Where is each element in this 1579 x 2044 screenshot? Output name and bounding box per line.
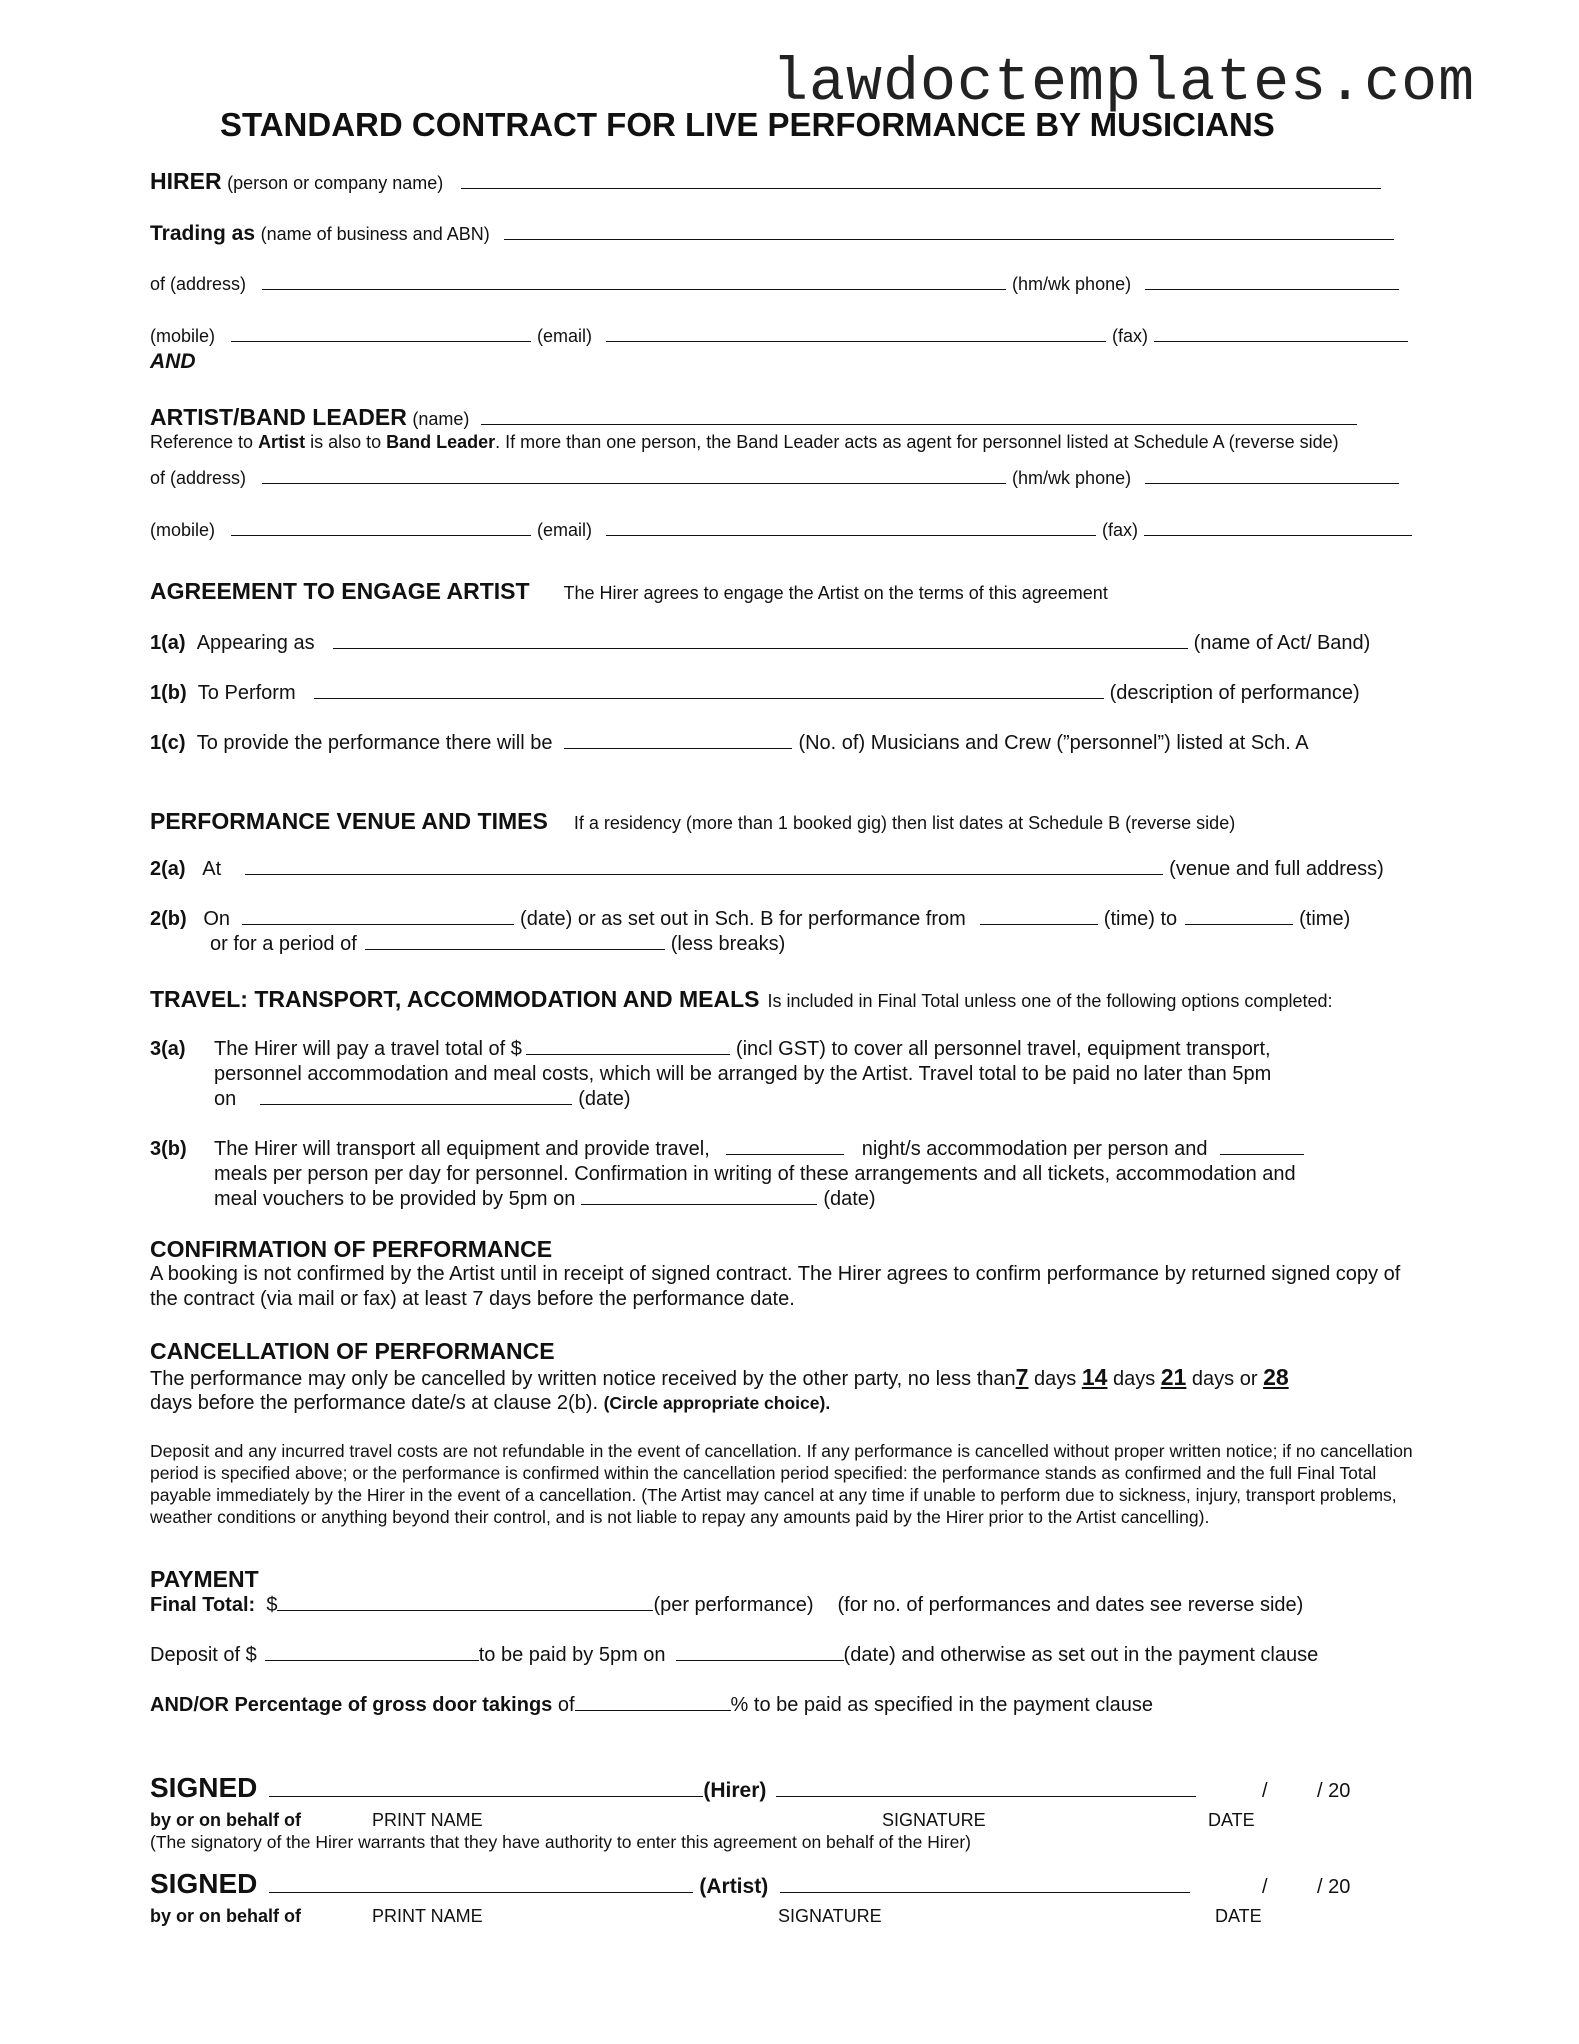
artist-fax-label: (fax) (1102, 520, 1139, 540)
cancellation-line1: The performance may only be cancelled by written notice received by the other party, no less than 7 days 14 days 21 days or 28 (150, 1364, 1289, 1390)
hirer-mobile-label: (mobile) (150, 326, 216, 346)
payment-heading: PAYMENT (150, 1566, 259, 1592)
cancellation-line2: days before the performance date/s at clause 2(b). (Circle appropriate choice). (150, 1392, 831, 1414)
artist-address-row (150, 468, 1405, 489)
artist-behalf-label: by or on behalf of (150, 1906, 301, 1926)
deposit-row: Deposit of $ to be paid by 5pm on (date) and otherwise as set out in the payment clause (150, 1644, 1319, 1666)
start-time-field[interactable] (980, 923, 1098, 925)
hirer-fax-field[interactable] (1154, 340, 1408, 342)
deposit-date-field[interactable] (676, 1659, 844, 1661)
personnel-count-field[interactable] (564, 747, 792, 749)
period-field[interactable] (365, 948, 665, 950)
clause-3a-line2: personnel accommodation and meal costs, which will be arranged by the Artist. Travel total to be paid no later than 5pm (214, 1063, 1272, 1085)
end-time-field[interactable] (1185, 923, 1293, 925)
artist-phone-field[interactable] (1145, 482, 1399, 484)
artist-signature-label: SIGNATURE (778, 1906, 882, 1926)
deposit-field[interactable] (265, 1659, 479, 1661)
hirer-address-label: of (address) (150, 274, 247, 294)
hirer-address-row (150, 274, 1405, 295)
travel-heading-row (150, 986, 1332, 1013)
clause-3a-line3: on (date) (214, 1088, 631, 1110)
artist-address-field[interactable] (262, 482, 1006, 484)
travel-pay-date-field[interactable] (260, 1103, 572, 1105)
artist-reference-note: Reference to Artist is also to Band Leader. If more than one person, the Band Leader acts as agent for personnel listed at Schedule A (reverse side) (150, 432, 1339, 452)
confirmation-text: A booking is not confirmed by the Artist until in receipt of signed contract. The Hirer agrees to confirm performance by returned signed copy of the contract (via mail or fax) at least 7 days before the performance date. (150, 1263, 1401, 1310)
artist-fax-field[interactable] (1144, 534, 1412, 536)
clause-1b: 1(b) To Perform (description of performance) (150, 682, 1360, 704)
hirer-fax-label: (fax) (1112, 326, 1149, 346)
clause-3a-num: 3(a) (150, 1038, 186, 1060)
trading-row (150, 222, 1400, 246)
final-total-row: Final Total: $ (per performance) (for no. of performances and dates see reverse side) (150, 1594, 1304, 1616)
clause-1a: 1(a) Appearing as (name of Act/ Band) (150, 632, 1371, 654)
venue-note: If a residency (more than 1 booked gig) then list dates at Schedule B (reverse side) (573, 813, 1236, 833)
hirer-email-field[interactable] (606, 340, 1106, 342)
hirer-phone-field[interactable] (1145, 288, 1399, 290)
travel-total-field[interactable] (526, 1053, 730, 1055)
and-label: AND (150, 350, 196, 373)
artist-label-note: (name) (412, 409, 470, 429)
trading-field[interactable] (504, 238, 1394, 240)
hirer-phone-label: (hm/wk phone) (1012, 274, 1132, 294)
option-28-days[interactable]: 28 (1263, 1364, 1289, 1390)
artist-date-slash: / (1262, 1876, 1268, 1898)
performance-date-field[interactable] (242, 923, 514, 925)
artist-phone-label: (hm/wk phone) (1012, 468, 1132, 488)
trading-label: Trading as (150, 222, 256, 245)
hirer-name-row (150, 168, 1387, 195)
hirer-address-field[interactable] (262, 288, 1006, 290)
trading-note: (name of business and ABN) (260, 224, 490, 244)
hirer-mobile-field[interactable] (231, 340, 531, 342)
clause-2b: 2(b) On (date) or as set out in Sch. B for performance from (time) to (time) (150, 908, 1351, 930)
hirer-contact-row (150, 326, 1414, 347)
artist-email-field[interactable] (606, 534, 1096, 536)
performance-description-field[interactable] (314, 697, 1104, 699)
option-21-days[interactable]: 21 (1160, 1364, 1187, 1390)
percentage-field[interactable] (575, 1709, 731, 1711)
hirer-date-slash: / (1262, 1780, 1268, 1802)
act-name-field[interactable] (333, 647, 1188, 649)
agreement-heading-row (150, 578, 1108, 605)
artist-signature-field[interactable] (780, 1891, 1190, 1893)
artist-contact-row (150, 520, 1418, 541)
artist-date-label: DATE (1215, 1906, 1262, 1926)
hirer-behalf-label: by or on behalf of (150, 1810, 301, 1830)
agreement-heading: AGREEMENT TO ENGAGE ARTIST (150, 578, 530, 604)
artist-mobile-field[interactable] (231, 534, 531, 536)
circle-note: (Circle appropriate choice). (603, 1393, 831, 1413)
hirer-name-field[interactable] (461, 187, 1381, 189)
clause-2b-period: or for a period of (less breaks) (210, 933, 786, 955)
hirer-signature-field[interactable] (776, 1795, 1196, 1797)
venue-field[interactable] (245, 873, 1163, 875)
venue-heading-row (150, 808, 1235, 835)
agreement-note: The Hirer agrees to engage the Artist on the terms of this agreement (563, 583, 1108, 603)
artist-print-name-field[interactable] (269, 1891, 693, 1893)
hirer-email-label: (email) (537, 326, 593, 346)
artist-label: ARTIST/BAND LEADER (150, 404, 407, 430)
nights-field[interactable] (726, 1153, 844, 1155)
artist-address-label: of (address) (150, 468, 247, 488)
clause-3b-line3: meal vouchers to be provided by 5pm on (date) (214, 1188, 876, 1210)
artist-date-year[interactable]: / 20 (1317, 1876, 1351, 1898)
artist-print-name-label: PRINT NAME (372, 1906, 483, 1926)
clause-3b-line1: The Hirer will transport all equipment and provide travel, night/s accommodation per person and (214, 1138, 1310, 1161)
hirer-print-name-label: PRINT NAME (372, 1810, 483, 1830)
page-title: STANDARD CONTRACT FOR LIVE PERFORMANCE BY MUSICIANS (220, 106, 1275, 143)
venue-heading: PERFORMANCE VENUE AND TIMES (150, 808, 548, 834)
hirer-print-name-field[interactable] (269, 1795, 703, 1797)
cancellation-heading: CANCELLATION OF PERFORMANCE (150, 1338, 555, 1364)
hirer-label-note: (person or company name) (227, 173, 444, 193)
clause-3b-line2: meals per person per day for personnel. Confirmation in writing of these arrangements and all tickets, accommodation and (214, 1163, 1296, 1185)
hirer-warrant-note: (The signatory of the Hirer warrants that they have authority to enter this agreement on behalf of the Hirer) (150, 1832, 971, 1852)
clause-3b-num: 3(b) (150, 1138, 187, 1160)
cancellation-terms: Deposit and any incurred travel costs are not refundable in the event of cancellation. If any performance is cancelled without proper written notice; if no cancellation period is specified above; or the performance is confirmed within the cancellation period specified: the performance stands as confirmed and the full Final Total payable immediately by the Hirer in the event of a cancellation. (The Artist may cancel at any time if unable to perform due to sickness, injury, transport problems, weather conditions or anything beyond their control, and is not liable to repay any amounts paid by the Hirer prior to the Artist cancelling). (150, 1441, 1413, 1527)
option-7-days[interactable]: 7 (1015, 1364, 1029, 1390)
artist-mobile-label: (mobile) (150, 520, 216, 540)
travel-note: Is included in Final Total unless one of the following options completed: (767, 991, 1333, 1011)
hirer-label: HIRER (150, 168, 222, 194)
option-14-days[interactable]: 14 (1081, 1364, 1108, 1390)
signed-hirer-row: SIGNED (Hirer) (150, 1772, 1202, 1804)
artist-email-label: (email) (537, 520, 593, 540)
clause-3a-line1: The Hirer will pay a travel total of $ (incl GST) to cover all personnel travel, equipment transport, (214, 1038, 1271, 1060)
final-total-field[interactable] (277, 1609, 653, 1611)
watermark: lawdoctemplates.com (772, 50, 1476, 118)
hirer-date-year[interactable]: / 20 (1317, 1780, 1351, 1802)
confirmation-heading: CONFIRMATION OF PERFORMANCE (150, 1236, 553, 1262)
hirer-date-label: DATE (1208, 1810, 1255, 1830)
signed-artist-row: SIGNED (Artist) (150, 1868, 1196, 1900)
meals-field[interactable] (1220, 1153, 1304, 1155)
artist-name-field[interactable] (481, 423, 1357, 425)
clause-1c: 1(c) To provide the performance there will be (No. of) Musicians and Crew (”personnel”) listed at Sch. A (150, 732, 1309, 754)
clause-2a: 2(a) At (venue and full address) (150, 858, 1384, 880)
hirer-signature-label: SIGNATURE (882, 1810, 986, 1830)
percentage-row: AND/OR Percentage of gross door takings of % to be paid as specified in the payment clause (150, 1694, 1154, 1716)
vouchers-date-field[interactable] (581, 1203, 817, 1205)
travel-heading: TRAVEL: TRANSPORT, ACCOMMODATION AND MEALS (150, 986, 760, 1012)
artist-name-row (150, 404, 1363, 431)
